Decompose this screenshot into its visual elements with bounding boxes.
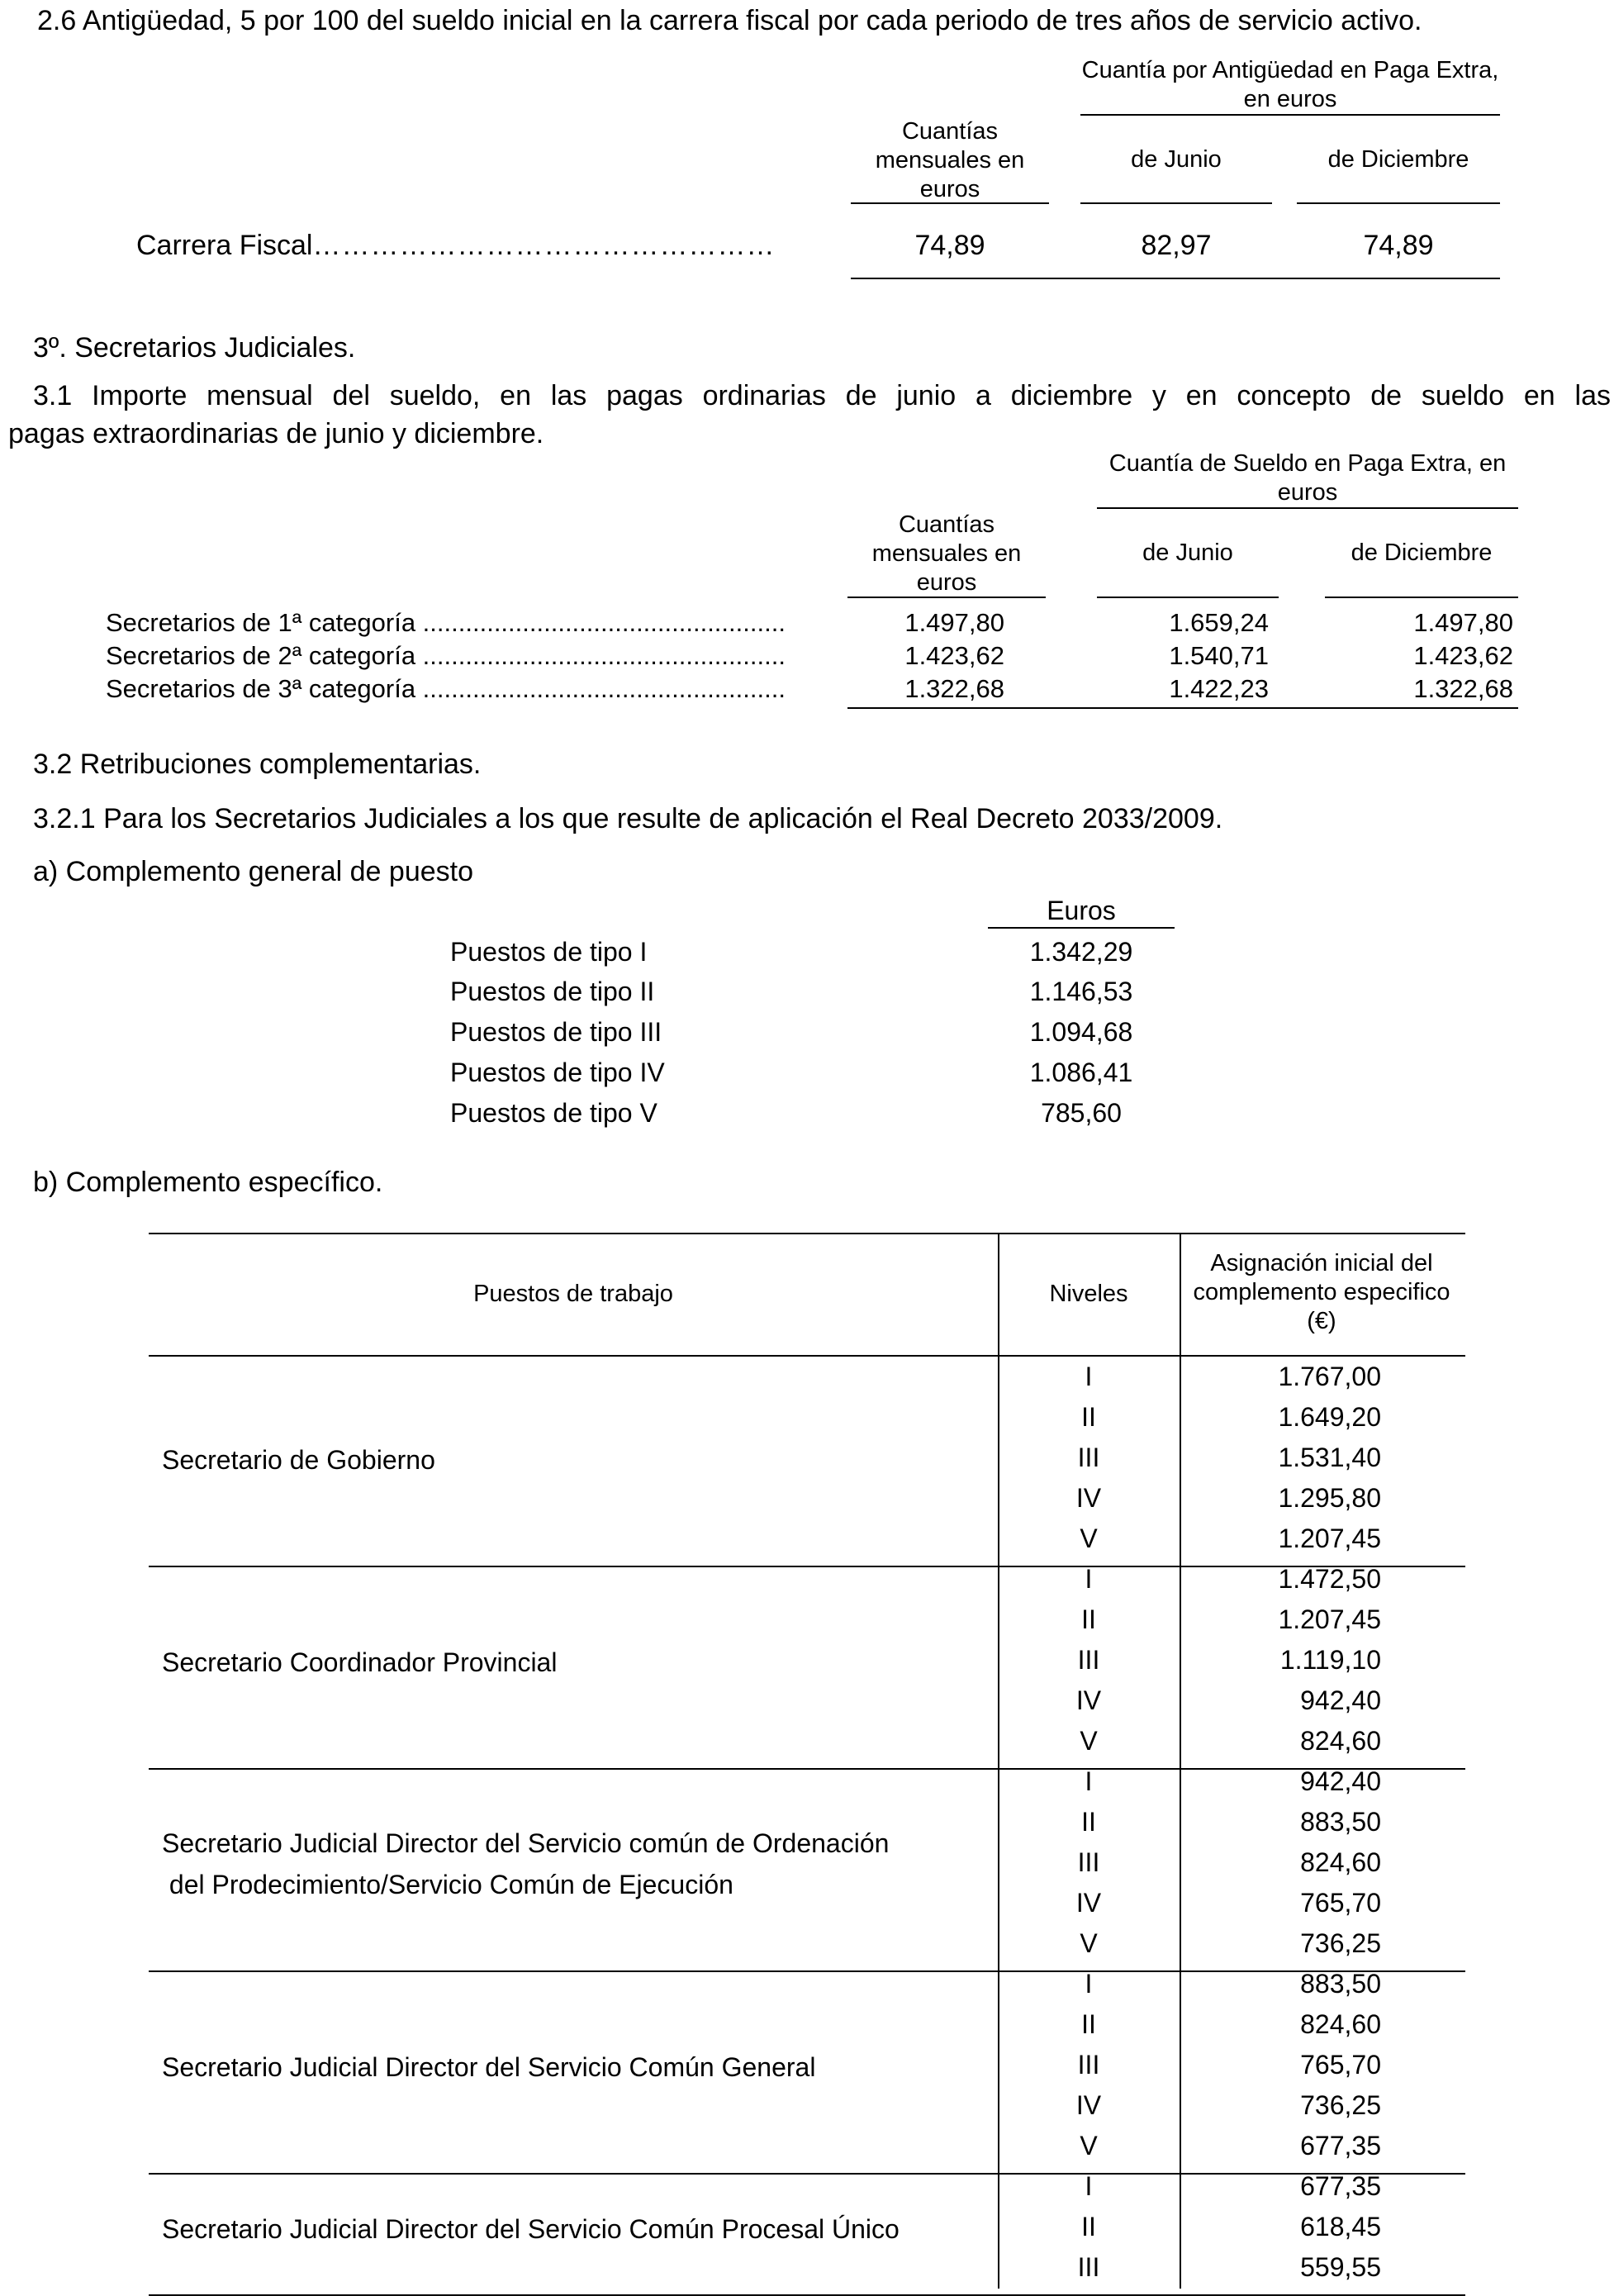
level-cell: III [1077, 1443, 1100, 1472]
s31-june-rule [1097, 597, 1279, 598]
value-cell: 765,70 [1300, 1888, 1381, 1918]
value-cell: 883,50 [1300, 1807, 1381, 1837]
group-label-line2: del Prodecimiento/Servicio Común de Ejecución [162, 1869, 733, 1899]
s26-monthly-rule [851, 202, 1049, 204]
value-cell: 1.207,45 [1278, 1524, 1381, 1553]
section-3-1-line1: 3.1 Importe mensual del sueldo, en las pagas ordinarias de junio a diciembre y en concepto de sueldo en las [33, 380, 1611, 411]
puesto-value: 1.094,68 [1029, 1017, 1133, 1047]
puesto-value: 1.342,29 [1029, 937, 1133, 967]
group-label: Secretario Judicial Director del Servicio común de Ordenación [162, 1828, 890, 1858]
s26-december-value: 74,89 [1363, 230, 1434, 261]
header-puestos: Puestos de trabajo [473, 1281, 673, 1307]
level-cell: V [1080, 1726, 1098, 1756]
section-3-2-1-heading: 3.2.1 Para los Secretarios Judiciales a los que resulte de aplicación el Real Decreto 2033/2009. [33, 803, 1223, 834]
s26-col-june: de Junio [1131, 146, 1222, 173]
puesto-value: 1.086,41 [1029, 1058, 1133, 1087]
level-cell: III [1077, 2252, 1100, 2282]
s31-row-december: 1.322,68 [1413, 674, 1513, 703]
section-a-heading: a) Complemento general de puesto [33, 856, 473, 887]
header-rule [149, 1355, 1465, 1357]
s26-row-label: Carrera Fiscal………………………………………… [136, 230, 776, 261]
euros-rule [988, 927, 1175, 929]
level-cell: IV [1075, 1685, 1102, 1715]
level-cell: V [1080, 1524, 1098, 1553]
value-cell: 1.119,10 [1279, 1645, 1381, 1675]
section-b-heading: b) Complemento específico. [33, 1167, 383, 1198]
s31-december-rule [1325, 597, 1518, 598]
level-cell: V [1080, 1928, 1098, 1958]
group-label: Secretario de Gobierno [162, 1444, 435, 1475]
s26-december-rule [1297, 202, 1500, 204]
s31-row-label: Secretarios de 2ª categoría ................................................... [106, 641, 786, 670]
table-top-rule [149, 1233, 1465, 1234]
value-cell: 736,25 [1300, 1928, 1381, 1958]
level-cell: I [1085, 2171, 1093, 2201]
level-cell: II [1081, 2212, 1096, 2241]
s31-row-label: Secretarios de 3ª categoría ................................................... [106, 674, 786, 703]
section-3-2-heading: 3.2 Retribuciones complementarias. [33, 749, 482, 780]
value-cell: 824,60 [1300, 1847, 1381, 1877]
value-cell: 824,60 [1300, 1726, 1381, 1756]
s31-col-monthly: Cuantías mensuales en euros [871, 511, 1022, 596]
level-cell: IV [1075, 1888, 1102, 1918]
level-cell: II [1081, 1807, 1096, 1837]
value-cell: 1.295,80 [1278, 1483, 1381, 1513]
s26-june-value: 82,97 [1141, 230, 1212, 261]
level-cell: V [1080, 2131, 1098, 2161]
value-cell: 765,70 [1300, 2050, 1381, 2080]
s31-group-rule [1097, 507, 1518, 509]
section-2-6-heading: 2.6 Antigüedad, 5 por 100 del sueldo inicial en la carrera fiscal por cada periodo de tres años de servicio activo. [37, 5, 1422, 36]
header-niveles: Niveles [1049, 1281, 1128, 1307]
level-cell: I [1085, 1362, 1093, 1391]
puesto-label: Puestos de tipo V [450, 1098, 657, 1128]
value-cell: 824,60 [1300, 2009, 1381, 2039]
s31-row-monthly: 1.423,62 [904, 641, 1004, 670]
s26-bottom-rule [851, 278, 1500, 279]
s31-monthly-rule [847, 597, 1046, 598]
value-cell: 942,40 [1300, 1766, 1381, 1796]
s31-row-label: Secretarios de 1ª categoría ................................................... [106, 608, 786, 637]
s31-col-december: de Diciembre [1351, 540, 1493, 566]
puesto-label: Puestos de tipo III [450, 1017, 662, 1047]
s26-col-monthly: Cuantías mensuales en euros [875, 118, 1025, 202]
value-cell: 677,35 [1300, 2171, 1381, 2201]
value-cell: 559,55 [1300, 2252, 1381, 2282]
s31-row-june: 1.540,71 [1169, 641, 1269, 670]
s31-row-june: 1.659,24 [1169, 608, 1269, 637]
value-cell: 677,35 [1300, 2131, 1381, 2161]
euros-header: Euros [1047, 896, 1116, 925]
value-cell: 736,25 [1300, 2090, 1381, 2120]
value-cell: 618,45 [1300, 2212, 1381, 2241]
s31-row-december: 1.423,62 [1413, 641, 1513, 670]
level-cell: IV [1075, 1483, 1102, 1513]
level-cell: I [1085, 1766, 1093, 1796]
section-3-1-line2: pagas extraordinarias de junio y diciembre. [8, 418, 544, 449]
puesto-label: Puestos de tipo I [450, 937, 648, 967]
value-cell: 1.649,20 [1278, 1402, 1381, 1432]
s31-row-monthly: 1.322,68 [904, 674, 1004, 703]
level-cell: I [1085, 1969, 1093, 1999]
section-3-heading: 3º. Secretarios Judiciales. [33, 332, 356, 364]
puesto-label: Puestos de tipo II [450, 977, 655, 1006]
group-label: Secretario Judicial Director del Servicio Común General [162, 2051, 816, 2082]
s31-row-june: 1.422,23 [1169, 674, 1269, 703]
value-cell: 1.472,50 [1278, 1564, 1381, 1594]
value-cell: 883,50 [1300, 1969, 1381, 1999]
s31-bottom-rule [847, 707, 1518, 709]
level-cell: II [1081, 1604, 1096, 1634]
s26-june-rule [1080, 202, 1272, 204]
level-cell: I [1085, 1564, 1093, 1594]
s31-row-monthly: 1.497,80 [904, 608, 1004, 637]
value-cell: 1.767,00 [1278, 1362, 1381, 1391]
group-label: Secretario Judicial Director del Servicio Común Procesal Único [162, 2213, 900, 2244]
value-cell: 942,40 [1300, 1685, 1381, 1715]
puesto-label: Puestos de tipo IV [450, 1058, 665, 1087]
puesto-value: 1.146,53 [1029, 977, 1133, 1006]
value-cell: 1.207,45 [1278, 1604, 1381, 1634]
group-label: Secretario Coordinador Provincial [162, 1647, 558, 1677]
level-cell: II [1081, 2009, 1096, 2039]
s26-col-december: de Diciembre [1327, 146, 1469, 173]
s26-group-header: Cuantía por Antigüedad en Paga Extra, en euros [1081, 57, 1499, 112]
level-cell: III [1077, 2050, 1100, 2080]
level-cell: II [1081, 1402, 1096, 1432]
s26-monthly-value: 74,89 [914, 230, 985, 261]
level-cell: III [1077, 1847, 1100, 1877]
puesto-value: 785,60 [1041, 1098, 1122, 1128]
s31-group-header: Cuantía de Sueldo en Paga Extra, en euros [1108, 450, 1507, 506]
level-cell: IV [1075, 2090, 1102, 2120]
s26-group-rule [1080, 114, 1500, 116]
s31-row-december: 1.497,80 [1413, 608, 1513, 637]
value-cell: 1.531,40 [1278, 1443, 1381, 1472]
level-cell: III [1077, 1645, 1100, 1675]
s31-col-june: de Junio [1142, 540, 1233, 566]
header-asignacion: Asignación inicial del complemento especifico (€) [1193, 1250, 1450, 1334]
